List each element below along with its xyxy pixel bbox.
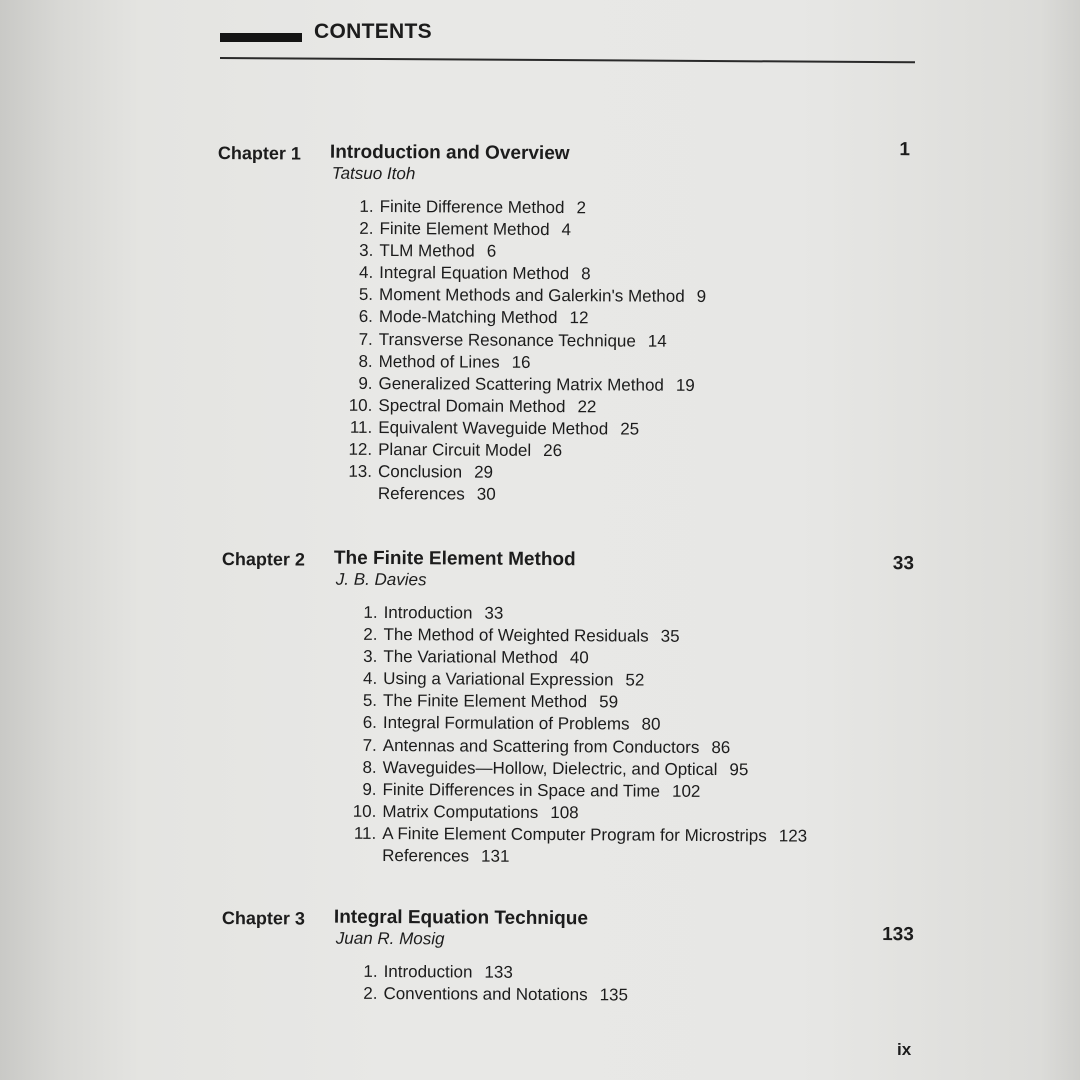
entry-page: 35 [660, 626, 680, 646]
entry-number [216, 498, 378, 499]
entry-title: Introduction [383, 602, 473, 623]
entry-number: 8. [362, 757, 377, 777]
entry-page: 22 [577, 397, 597, 417]
chapter-page-number: 133 [882, 924, 914, 946]
entry-number: 7. [358, 329, 373, 349]
list-item [220, 844, 920, 870]
entry-number: 9. [358, 373, 373, 393]
chapter-page-number: 33 [892, 553, 914, 575]
entry-list [216, 195, 918, 509]
entry-number: 2. [363, 983, 378, 1004]
entry-number: 2. [363, 624, 378, 645]
entry-title: Mode-Matching Method [378, 307, 558, 328]
entry-page: 14 [647, 331, 667, 351]
entry-number: 11. [349, 417, 373, 437]
entry-title: The Method of Weighted Residuals [383, 625, 649, 646]
entry-page: 86 [711, 737, 731, 757]
entry-number: 12. [348, 439, 373, 459]
chapter-title: The Finite Element Method [333, 547, 576, 571]
entry-title: Method of Lines [378, 351, 500, 372]
entry-page: 123 [778, 826, 808, 846]
entry-title: References [382, 846, 470, 866]
entry-title: Finite Element Method [379, 219, 550, 240]
entry-title: Conclusion [377, 462, 463, 482]
entry-title: Conventions and Notations [383, 984, 588, 1005]
page-folio: ix [897, 1040, 912, 1059]
entry-number: 3. [363, 647, 378, 667]
header-bar [220, 33, 302, 42]
entry-page: 52 [625, 670, 645, 690]
entry-number: 1. [359, 196, 374, 216]
entry-title: Equivalent Waveguide Method [378, 417, 609, 439]
entry-title: Finite Differences in Space and Time [382, 779, 661, 801]
entry-title: Generalized Scattering Matrix Method [378, 373, 664, 395]
entry-page: 102 [671, 781, 701, 801]
entry-number: 2. [359, 218, 374, 239]
entry-number: 7. [362, 735, 377, 755]
entry-page: 131 [481, 846, 510, 866]
entry-number: 5. [358, 285, 374, 305]
entry-title: Planar Circuit Model [378, 440, 532, 460]
chapter-page-number: 1 [899, 139, 911, 161]
list-item [216, 482, 916, 508]
entry-number: 13. [348, 461, 373, 482]
entry-page: 33 [484, 603, 504, 623]
entry-number: 10. [348, 395, 373, 415]
entry-page: 59 [599, 692, 619, 712]
chapter-author: Juan R. Mosig [335, 928, 445, 949]
entry-page: 16 [511, 352, 531, 372]
entry-page: 2 [576, 198, 587, 218]
entry-number: 6. [358, 307, 373, 327]
entry-number: 4. [362, 669, 378, 689]
entry-title: Waveguides—Hollow, Dielectric, and Optical [382, 757, 718, 779]
entry-title: Spectral Domain Method [378, 395, 566, 416]
entry-page: 4 [561, 220, 572, 240]
chapter-author: Tatsuo Itoh [331, 163, 416, 184]
entry-page: 30 [476, 484, 496, 504]
chapter-label: Chapter 3 [221, 908, 306, 929]
entry-number [220, 860, 382, 861]
entry-list [221, 960, 921, 1008]
entry-title: Finite Difference Method [379, 196, 565, 218]
entry-page: 133 [484, 962, 513, 982]
entry-title: Integral Formulation of Problems [382, 713, 630, 734]
entry-title: The Variational Method [383, 647, 558, 668]
entry-number: 9. [362, 779, 377, 799]
entry-title: References [377, 484, 465, 504]
entry-title: The Finite Element Method [383, 691, 588, 712]
entry-page: 9 [696, 287, 707, 307]
header-rule [220, 57, 915, 63]
entry-title: TLM Method [379, 241, 475, 261]
entry-title: Moment Methods and Galerkin's Method [379, 285, 685, 307]
chapter-1 [217, 139, 918, 504]
entry-number: 1. [363, 602, 378, 622]
entry-title: A Finite Element Computer Program for Microstrips [382, 823, 767, 846]
entry-page: 108 [550, 802, 579, 823]
chapter-title: Integral Equation Technique [333, 906, 589, 930]
entry-title: Introduction [383, 961, 473, 982]
entry-number: 11. [353, 823, 377, 843]
entry-list [220, 601, 922, 870]
entry-number: 10. [352, 801, 377, 821]
entry-page: 12 [569, 308, 589, 328]
entry-title: Matrix Computations [382, 801, 539, 822]
entry-page: 29 [474, 462, 494, 482]
entry-number: 4. [358, 263, 374, 283]
entry-title: Using a Variational Expression [383, 669, 614, 690]
entry-page: 135 [599, 985, 629, 1005]
contents-heading: CONTENTS [314, 20, 432, 43]
entry-number: 1. [363, 961, 378, 981]
entry-page: 26 [543, 441, 563, 461]
chapter-label: Chapter 1 [217, 143, 302, 164]
entry-page: 95 [729, 759, 749, 779]
entry-page: 40 [569, 648, 589, 668]
entry-title: Integral Equation Method [379, 263, 570, 284]
entry-page: 80 [641, 715, 661, 735]
entry-page: 19 [675, 375, 695, 395]
chapter-3 [221, 906, 922, 1005]
chapter-author: J. B. Davies [335, 569, 427, 590]
entry-number: 3. [359, 241, 374, 261]
entry-title: Antennas and Scattering from Conductors [382, 735, 700, 757]
entry-number: 6. [362, 713, 377, 733]
chapter-label: Chapter 2 [221, 549, 306, 570]
entry-page: 25 [620, 419, 640, 439]
entry-number: 5. [362, 691, 378, 711]
entry-page: 6 [486, 241, 497, 261]
chapter-2 [221, 547, 922, 866]
entry-number: 8. [358, 351, 373, 371]
entry-title: Transverse Resonance Technique [378, 329, 636, 351]
list-item [221, 982, 921, 1008]
entry-page: 8 [581, 264, 591, 284]
chapter-title: Introduction and Overview [329, 141, 570, 165]
